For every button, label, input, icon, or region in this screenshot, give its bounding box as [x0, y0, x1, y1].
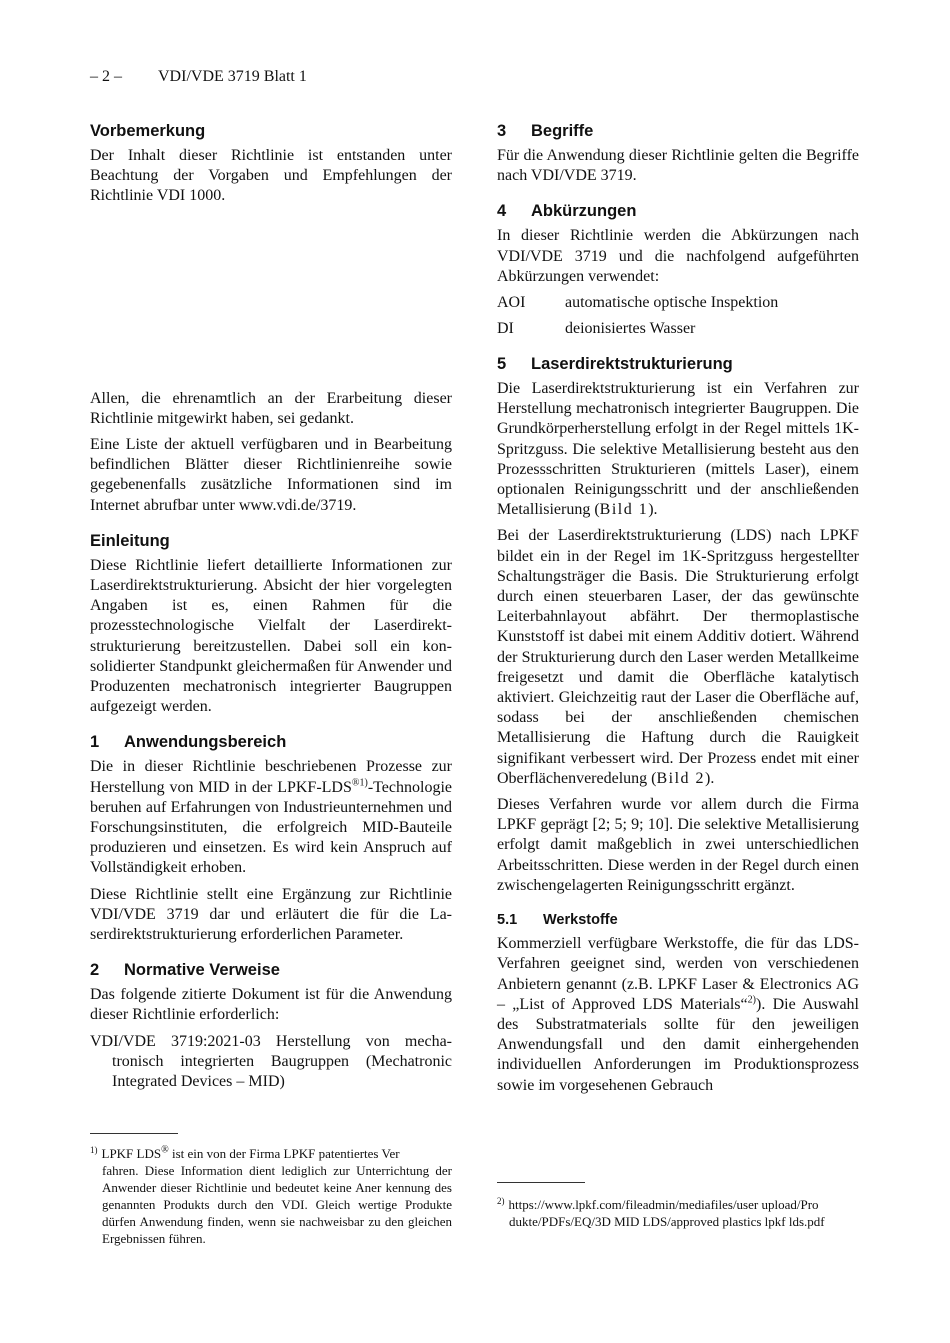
- text-run: Kommerziell verfügbare Werkstoffe, die für das LDS-Verfahren geeignet sind, werden von verschiedenen Anbietern genannt (z.B. LPKF Laser & Electronics AG – „List of Approved LDS Materials“: [497, 935, 859, 1013]
- abbreviation-row: [497, 293, 859, 313]
- paragraph: Allen, die ehrenamtlich an der Erarbeitung dieser Richtlinie mitgewirkt haben, sei gedankt.: [90, 389, 452, 427]
- document-title: VDI/VDE 3719 Blatt 1: [158, 68, 307, 85]
- heading-normative-verweise: [90, 959, 452, 981]
- page-header: [90, 66, 307, 88]
- paragraph: Für die Anwendung dieser Richtlinie gelten die Begriffe nach VDI/VDE 3719.: [497, 147, 859, 185]
- section-einleitung: [90, 530, 452, 718]
- paragraph: [497, 526, 859, 789]
- figure-ref-bild-1[interactable]: Bild 1: [599, 501, 649, 519]
- footnote-ref-1[interactable]: ®1): [351, 777, 368, 789]
- section-title: Abkürzungen: [531, 202, 637, 221]
- section-laserdirektstrukturierung: [497, 353, 859, 896]
- footnote-divider: [90, 1133, 178, 1134]
- section-number: 4: [497, 202, 507, 221]
- heading-werkstoffe: [497, 910, 859, 930]
- section-number: 5.1: [497, 912, 518, 929]
- section-number: 1: [90, 733, 100, 752]
- figure-ref-bild-2[interactable]: Bild 2: [656, 769, 706, 787]
- text-run: Die in dieser Richtlinie beschriebenen Prozesse zur Herstellung von MID in der LPKF-LDS: [90, 758, 452, 796]
- footnote-divider: [497, 1182, 585, 1183]
- section-anwendungsbereich: [90, 731, 452, 945]
- heading-begriffe: [497, 120, 859, 142]
- paragraph: [497, 379, 859, 520]
- heading-einleitung: Einleitung: [90, 531, 170, 550]
- section-number: 5: [497, 355, 507, 374]
- paragraph: Eine Liste der aktuell verfügbaren und in Bearbeitung befindlichen Blätter dieser Richtlinienreihe sowie gegebenenfalls zusätzliche Informationen sind im Internet abrufbar unter www.vdi.de/3719.: [90, 436, 452, 514]
- abbreviation-value: automatische optische Inspektion: [565, 294, 779, 312]
- footnote-1: [90, 1145, 452, 1247]
- text-run: LPKF LDS: [101, 1146, 162, 1161]
- heading-abkuerzungen: [497, 200, 859, 222]
- registered-mark: ®: [161, 1144, 169, 1156]
- text-run: -Technologie beruhen auf Erfahrungen von Industrieunternehmen und Forschungsinstituten, die erfolgreich MID-Bauteile produzieren und einsetzen. Es wird kein Anspruch auf Vollständigkeit erhoben.: [90, 778, 452, 877]
- text-run: ). Die Auswahl des Substratmaterials sollte für den jeweiligen Anwendungsfall und den damit einhergehenden individuellen Anforderungen im Produktionsprozess sowie im vorgesehenen Gebrauch: [497, 995, 859, 1094]
- footnote-number: 1): [90, 1144, 98, 1155]
- right-column: [497, 120, 859, 1110]
- paragraph: Diese Richtlinie liefert detaillierte Informationen zur Laserdirektstrukturierung. Absicht der hier vorgelegten Angaben ist es, einen Rahmen für die prozesstechnologische Vielfalt der Laserdirektstrukturierung bereitzustellen. Dabei soll ein konsolidierter Standpunkt gleichermaßen für Anwender und Produzenten mechatronisch integrierter Baugruppen aufgezeigt werden.: [90, 556, 452, 716]
- paragraph: In dieser Richtlinie werden die Abkürzungen nach VDI/VDE 3719 und die nachfolgend aufgeführten Abkürzungen verwendet:: [497, 227, 859, 285]
- section-abkuerzungen: [497, 200, 859, 339]
- section-werkstoffe: [497, 910, 859, 1096]
- text-run: Bei der Laserdirektstrukturierung (LDS) nach LPKF bildet ein in der Regel im 1K-Spritzguss hergestellter Schaltungsträger die Basis. Die Strukturierung erfolgt durch einen steuerbaren Laser, der das gewünschte Leiterbahnlayout abfährt. Der thermoplastische Kunststoff ist dabei mit einem Additiv dotiert. Während der Strukturierung durch den Laser werden Metallkeime freigesetzt und damit die Oberfläche katalytisch aktiviert. Gleichzeitig raut der Laser die Oberfläche auf, sodass bei der anschließenden chemischen Metallisierung die Haftung durch die Rauigkeit signifikant verbessert wird. Der Prozess endet mit einer Oberflächenveredelung (: [497, 527, 859, 787]
- paragraph: [497, 934, 859, 1096]
- heading-vorbemerkung: Vorbemerkung: [90, 122, 206, 140]
- heading-laserdirektstrukturierung: [497, 353, 859, 375]
- section-vorbemerkung: [90, 120, 452, 516]
- footnote-2: [497, 1196, 859, 1230]
- paragraph: [90, 757, 452, 878]
- section-title: Laserdirektstrukturierung: [531, 355, 733, 374]
- footnote-url-continued: dukte/PDFs/EQ/3D MID LDS/approved plastics lpkf lds.pdf: [509, 1214, 825, 1229]
- footnote-ref-2[interactable]: 2): [747, 994, 756, 1006]
- reference-entry: VDI/VDE 3719:2021-03 Herstellung von mechatronisch integrierten Baugruppen (Mechatronic Integrated Devices – MID): [90, 1032, 452, 1091]
- paragraph: Der Inhalt dieser Richtlinie ist entstanden unter Beachtung der Vorgaben und Empfehlungen der Richtlinie VDI 1000.: [90, 147, 452, 205]
- text-run: ).: [648, 501, 658, 519]
- abbreviation-row: [497, 319, 859, 339]
- paragraph: Das folgende zitierte Dokument ist für die Anwendung dieser Richtlinie erforderlich:: [90, 986, 452, 1024]
- blank-space: [90, 213, 452, 389]
- section-title: Werkstoffe: [543, 912, 618, 929]
- section-begriffe: [497, 120, 859, 186]
- section-title: Anwendungsbereich: [124, 733, 287, 752]
- heading-anwendungsbereich: [90, 731, 452, 753]
- abbreviation-value: deionisiertes Wasser: [565, 320, 696, 338]
- footnote-text: fahren. Diese Information dient lediglich zur Unterrichtung der Anwender dieser Richtlinie und bedeutet keine Aner kennung des genannten Produkts durch den VDI. Gleich wertige Produkte dürfen Anwendung finden, wenn sie nachweisbar zu den gleichen Ergebnissen führen.: [102, 1163, 452, 1246]
- page-number: – 2 –: [90, 68, 122, 85]
- abbreviation-key: AOI: [497, 294, 526, 312]
- paragraph: Dieses Verfahren wurde vor allem durch die Firma LPKF geprägt [2; 5; 9; 10]. Die selektive Metallisierung erfolgt damit maßgeblich in zwei unterschiedlichen Arbeitsschritten. Diese werden in der Regel durch einen zwischengelagerten Reinigungsschritt ergänzt.: [497, 796, 859, 894]
- section-number: 3: [497, 122, 507, 140]
- section-normative-verweise: [90, 959, 452, 1092]
- left-column: [90, 120, 452, 1106]
- section-number: 2: [90, 961, 100, 980]
- section-title: Normative Verweise: [124, 961, 280, 980]
- section-title: Begriffe: [531, 122, 594, 140]
- footnote-number: 2): [497, 1195, 505, 1206]
- text-run: ).: [705, 769, 715, 787]
- paragraph: Diese Richtlinie stellt eine Ergänzung zur Richtlinie VDI/VDE 3719 dar und erläutert die für die Laserdirektstrukturierung erforderlichen Parameter.: [90, 885, 452, 944]
- footnote-url: https://www.lpkf.com/fileadmin/mediafiles/user upload/Pro: [508, 1197, 819, 1212]
- text-run: ist ein von der Firma LPKF patentiertes Ver: [168, 1146, 400, 1161]
- abbreviation-key: DI: [497, 320, 514, 338]
- text-run: Die Laserdirektstrukturierung ist ein Verfahren zur Herstellung mechatronisch integrierter Baugruppen. Die Grundkörperherstellung erfolgt in der Regel mittels 1K-Spritzguss. Die selektive Metallisierung besteht aus den Prozessschritten Strukturieren (mittels Laser), einem optionalen Reinigungsschritt und der anschließenden Metallisierung (: [497, 380, 859, 519]
